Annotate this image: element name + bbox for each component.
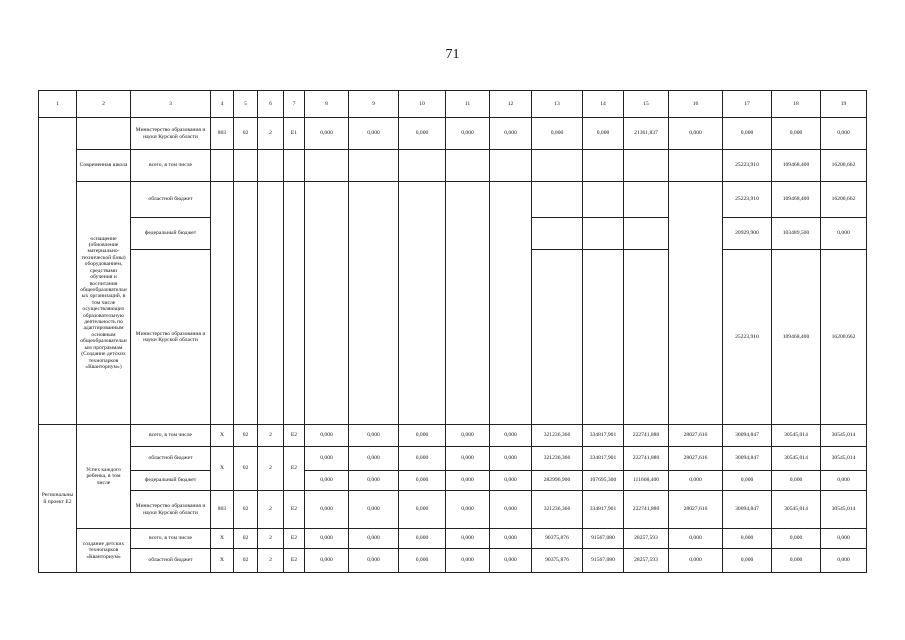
table-cell: 0,000 [821,218,867,250]
table-cell [284,150,305,182]
table-cell: 0,000 [821,549,867,573]
row-label: Министерство образования и науки Курской области [131,491,211,529]
table-cell: 0,000 [399,549,446,573]
table-cell: 30545,014 [821,491,867,529]
row-label: всего, в том числе [131,150,211,182]
table-cell: 0,000 [349,118,399,150]
table-cell: 0,000 [399,471,446,491]
column-header: 11 [446,91,490,118]
column-header: 15 [624,91,669,118]
table-cell: 107695,300 [583,471,624,491]
table-cell: 0,000 [305,491,349,529]
table-cell: 0,000 [490,425,532,447]
table-cell: 28257,593 [624,549,669,573]
table-cell: 90375,876 [532,549,583,573]
table-cell: 222741,880 [624,447,669,471]
table-cell: 0,000 [446,529,490,549]
table-cell: 103489,500 [772,218,821,250]
table-cell: X [211,529,234,549]
row-label: областной бюджет [131,549,211,573]
table-cell: 2 [258,447,284,491]
table-cell: 16200,662 [821,250,867,425]
table-cell: 02 [234,447,258,491]
event-name: Современная школа [77,150,131,182]
table-cell [77,118,131,150]
table-cell [349,150,399,182]
column-header: 12 [490,91,532,118]
table-cell: 0,000 [723,529,772,549]
column-header: 10 [399,91,446,118]
table-cell [583,250,624,425]
table-cell: 0,000 [772,529,821,549]
table-cell: 28027,616 [669,425,723,447]
table-cell: 0,000 [349,471,399,491]
table-cell: 321236,366 [532,447,583,471]
table-row [39,425,867,447]
table-cell: 109468,400 [772,182,821,218]
table-cell: 111668,400 [624,471,669,491]
table-cell: 0,000 [349,447,399,471]
table-cell: 0,000 [305,425,349,447]
table-row [39,491,867,529]
table-cell: 0,000 [490,491,532,529]
table-cell: 0,000 [532,118,583,150]
row-label: областной бюджет [131,447,211,471]
project-name: Региональный проект E2 [39,425,77,573]
table-cell [490,182,532,425]
table-cell [532,182,583,218]
table-cell: 0,000 [399,118,446,150]
table-cell: 334817,901 [583,425,624,447]
table-cell: 02 [234,118,258,150]
column-number-row [39,91,867,118]
table-cell: 0,000 [821,471,867,491]
table-row [39,118,867,150]
table-cell: 30094,847 [723,425,772,447]
table-cell: 0,000 [772,549,821,573]
table-cell: 334817,901 [583,447,624,471]
table-cell: 0,000 [305,447,349,471]
table-cell: 2 [258,425,284,447]
budget-table [38,90,867,573]
column-header: 2 [77,91,131,118]
table-cell [583,218,624,250]
table-cell: X [211,447,234,491]
table-cell: 0,000 [399,447,446,471]
table-cell: 02 [234,491,258,529]
table-cell: 334817,901 [583,491,624,529]
table-cell [446,150,490,182]
column-header: 7 [284,91,305,118]
table-cell: 0,000 [446,491,490,529]
row-label: федеральный бюджет [131,218,211,250]
table-cell: 30545,014 [772,491,821,529]
table-cell: 25223,910 [723,182,772,218]
table-cell: 803 [211,118,234,150]
column-header: 19 [821,91,867,118]
table-cell: 0,000 [821,529,867,549]
table-cell: 30545,014 [821,425,867,447]
page-number: 71 [445,47,460,62]
table-cell [669,182,723,425]
table-cell: 0,000 [490,118,532,150]
table-cell: 02 [234,549,258,573]
table-cell: 0,000 [305,118,349,150]
table-cell: 20929,900 [723,218,772,250]
table-cell: 2 [258,529,284,549]
table-cell: 0,000 [669,118,723,150]
table-cell: 222741,880 [624,425,669,447]
row-label: Министерство образования и науки Курской области [131,118,211,150]
table-cell: X [211,425,234,447]
table-cell [39,118,77,425]
event-name: создание детских технопарков «Кванториум» [77,529,131,573]
table-cell: 0,000 [723,118,772,150]
table-cell: 0,000 [305,529,349,549]
table-cell: 0,000 [349,529,399,549]
table-cell: 0,000 [349,491,399,529]
table-cell: 91567,080 [583,529,624,549]
table-row [39,471,867,491]
table-cell: 30094,847 [723,447,772,471]
table-cell: 02 [234,425,258,447]
table-cell [624,150,669,182]
column-header: 4 [211,91,234,118]
table-cell: 0,000 [490,471,532,491]
table-cell: 25223,910 [723,150,772,182]
table-cell: 02 [234,529,258,549]
table-cell [211,150,234,182]
table-cell: 0,000 [490,529,532,549]
table-cell [349,182,399,425]
table-cell: 222741,880 [624,491,669,529]
table-cell [532,150,583,182]
event-name: Успех каждого ребенка, в том числе [77,425,131,529]
row-label: Министерство образования и науки Курской области [131,250,211,425]
table-cell: 109468,400 [772,150,821,182]
table-cell [669,150,723,182]
table-cell: 0,000 [490,549,532,573]
table-cell: 0,000 [490,447,532,471]
table-cell: 25223,910 [723,250,772,425]
table-cell: E2 [284,491,305,529]
column-header: 8 [305,91,349,118]
table-cell: 0,000 [583,118,624,150]
table-cell [624,250,669,425]
table-cell: 90375,876 [532,529,583,549]
table-cell [532,250,583,425]
table-cell: 0,000 [349,425,399,447]
table-cell: 91567,080 [583,549,624,573]
table-cell: 0,000 [399,425,446,447]
table-cell [305,150,349,182]
column-header: 9 [349,91,399,118]
table-cell: 28027,616 [669,491,723,529]
column-header: 13 [532,91,583,118]
table-cell: 30545,014 [772,425,821,447]
table-cell [624,182,669,218]
column-header: 6 [258,91,284,118]
table-cell [583,150,624,182]
table-cell: 16200,662 [821,182,867,218]
table-cell: 321236,366 [532,491,583,529]
table-row [39,529,867,549]
table-cell: E2 [284,447,305,491]
table-cell [258,150,284,182]
table-cell [399,182,446,425]
table-cell: 21361,837 [624,118,669,150]
table-cell: 0,000 [821,118,867,150]
table-cell: 30545,014 [821,447,867,471]
column-header: 17 [723,91,772,118]
table-cell [399,150,446,182]
table-cell: 0,000 [446,118,490,150]
table-cell: 0,000 [399,491,446,529]
table-cell [446,182,490,425]
table-cell: 0,000 [349,549,399,573]
table-cell [624,218,669,250]
table-cell: 28027,616 [669,447,723,471]
row-label: областной бюджет [131,182,211,218]
table-cell: 30094,847 [723,491,772,529]
column-header: 18 [772,91,821,118]
table-row [39,182,867,218]
column-header: 1 [39,91,77,118]
table-cell: E1 [284,118,305,150]
table-cell: 321236,366 [532,425,583,447]
table-cell [234,150,258,182]
table-row [39,549,867,573]
table-cell: X [211,549,234,573]
table-cell [211,182,234,425]
table-cell: 0,000 [446,425,490,447]
table-cell: 0,000 [305,549,349,573]
table-row [39,447,867,471]
table-cell: 0,000 [305,471,349,491]
table-cell: 2 [258,491,284,529]
table-cell: 0,000 [723,471,772,491]
table-cell: 109468,400 [772,250,821,425]
table-cell: E2 [284,529,305,549]
table-cell: 282996,900 [532,471,583,491]
table-cell: E2 [284,549,305,573]
table-cell: 0,000 [669,529,723,549]
row-label: всего, в том числе [131,425,211,447]
table-cell: 2 [258,549,284,573]
table-cell: 803 [211,491,234,529]
row-label: всего, в том числе [131,529,211,549]
table-cell: E2 [284,425,305,447]
table-cell [284,182,305,425]
table-cell: 0,000 [446,549,490,573]
table-cell: 0,000 [446,471,490,491]
column-header: 14 [583,91,624,118]
table-cell: 0,000 [669,549,723,573]
column-header: 5 [234,91,258,118]
table-cell [305,182,349,425]
column-header: 3 [131,91,211,118]
table-cell: 0,000 [669,471,723,491]
table-cell [490,150,532,182]
table-cell: 0,000 [399,529,446,549]
table-row [39,150,867,182]
table-cell [583,182,624,218]
table-cell: 0,000 [446,447,490,471]
table-cell: 2 [258,118,284,150]
table-cell: 16200,662 [821,150,867,182]
table-cell: 0,000 [772,471,821,491]
table-cell: 30545,014 [772,447,821,471]
table-cell: 0,000 [723,549,772,573]
row-label: федеральный бюджет [131,471,211,491]
table-cell: 28257,593 [624,529,669,549]
table-cell [234,182,258,425]
table-cell [532,218,583,250]
column-header: 16 [669,91,723,118]
event-description: оснащение (обновление материально-технической базы) оборудованием, средствами обучения и воспитания общеобразовательных организаций, в том числе осуществляющих образовательную деятельность по адаптированным основным общеобразовательным программам (Создание детских технопарков «Кванториум») [77,182,131,425]
table-cell [258,182,284,425]
table-cell: 0,000 [772,118,821,150]
